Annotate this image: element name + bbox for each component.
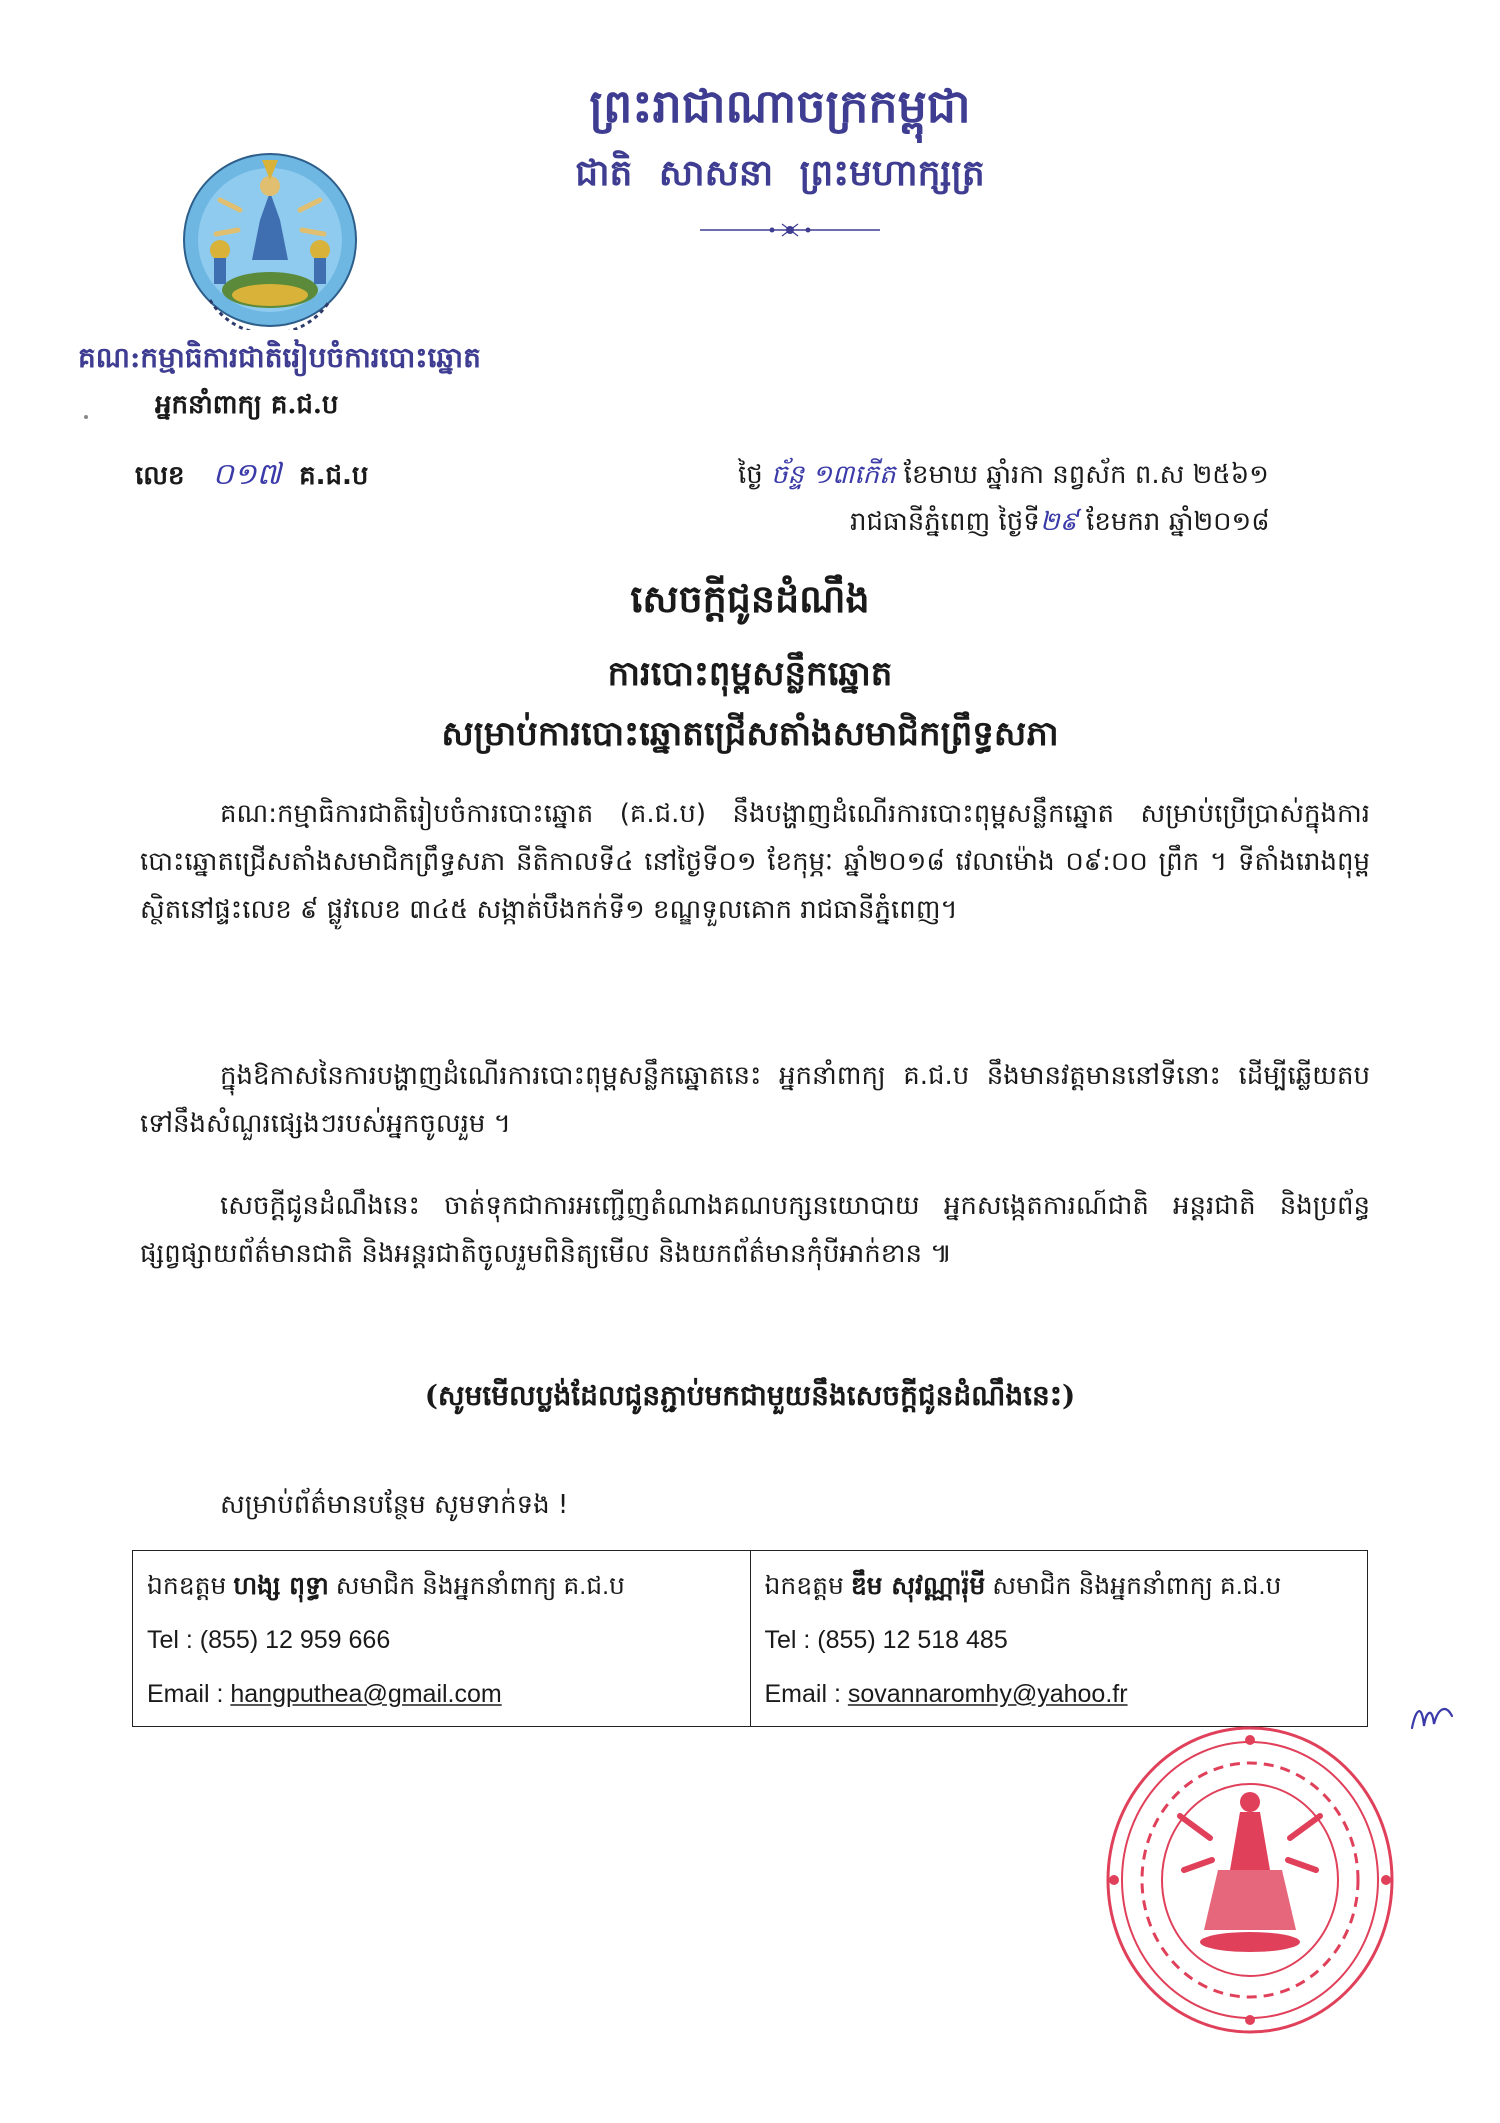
email-label: Email : [764, 1680, 848, 1708]
office-name: អ្នកនាំពាក្យ គ.ជ.ប [155, 390, 339, 420]
lunar-date-prefix: ថ្ងៃ [738, 460, 763, 490]
committee-name: គណ:កម្មាធិការជាតិរៀបចំការបោះឆ្នោត [78, 341, 481, 374]
body-paragraph-3: សេចក្តីជូនដំណឹងនេះ ចាត់ទុកជាការអញ្ជើញតំណាងគណបក្សនយោបាយ អ្នកសង្កេតការណ៍ជាតិ អន្តរជាតិ និងប្រព័ន្ធផ្សព្វផ្សាយព័ត៌មានជាតិ និងអន្តរជាតិចូលរួមពិនិត្យមើល និងយកព័ត៌មានកុំបីអាក់ខាន ៕ [140, 1191, 1370, 1269]
national-motto: ជាតិ សាសនា ព្រះមហាក្សត្រ [575, 152, 985, 194]
email-link[interactable]: sovannaromhy@yahoo.fr [847, 1680, 1128, 1708]
gregorian-date [850, 505, 1270, 543]
email-link[interactable]: hangputhea@gmail.com [230, 1680, 502, 1708]
contact-honorific: ឯកឧត្តម [147, 1572, 227, 1600]
gregorian-date-prefix: រាជធានីភ្នំពេញ ថ្ងៃទី [850, 507, 1040, 537]
ornament-divider-icon [700, 218, 880, 242]
contact-email-line [147, 1667, 736, 1721]
body-paragraph-2: ក្នុងឱកាសនៃការបង្ហាញដំណើរការបោះពុម្ពសន្លឹកឆ្នោតនេះ អ្នកនាំពាក្យ គ.ជ.ប នឹងមានវត្តមាននៅទីនោះ ដើម្បីឆ្លើយតបទៅនឹងសំណួរផ្សេងៗរបស់អ្នកចូលរួម ។ [140, 1061, 1370, 1139]
document-title: សេចក្តីជូនដំណឹង [630, 576, 870, 621]
gregorian-date-suffix: ខែមករា ឆ្នាំ២០១៨ [1086, 507, 1270, 537]
contact-honorific: ឯកឧត្តម [764, 1572, 844, 1600]
reference-suffix: គ.ជ.ប [299, 461, 369, 491]
reference-number-handwritten: ០១៧ [212, 457, 282, 492]
contact-card [750, 1551, 1368, 1726]
scan-speck [84, 415, 88, 419]
lunar-date-suffix: ខែមាឃ ឆ្នាំរកា នព្វស័ក ព.ស ២៥៦១ [903, 460, 1269, 490]
email-label: Email : [147, 1680, 231, 1708]
reference-number [135, 455, 368, 499]
contact-name: ហង្ស ពុទ្ធា [233, 1571, 329, 1600]
official-seal-icon [1100, 1720, 1400, 2040]
contact-tel: Tel : (855) 12 959 666 [147, 1626, 391, 1654]
contact-name: ឌឹម សុវណ្ណារ៉ុមី [850, 1571, 986, 1600]
contact-name-line [147, 1559, 736, 1613]
subtitle-line-2: សម្រាប់ការបោះឆ្នោតជ្រើសតាំងសមាជិកព្រឹទ្ធសភា [441, 714, 1059, 754]
body-paragraph-1: គណ:កម្មាធិការជាតិរៀបចំការបោះឆ្នោត (គ.ជ.ប) នឹងបង្ហាញដំណើរការបោះពុម្ពសន្លឹកឆ្នោត សម្រាប់ប្រើប្រាស់ក្នុងការបោះឆ្នោតជ្រើសតាំងសមាជិកព្រឹទ្ធសភា នីតិកាលទី៤ នៅថ្ងៃទី០១ ខែកុម្ភៈ ឆ្នាំ២០១៨ វេលាម៉ោង ០៩:០០ ព្រឹក ។ ទីតាំងរោងពុម្ពស្ថិតនៅផ្ទះលេខ ៩ ផ្លូវលេខ ៣៤៥ សង្កាត់បឹងកក់ទី១ ខណ្ឌទួលគោក រាជធានីភ្នំពេញ។ [140, 799, 1371, 925]
contacts-table [132, 1550, 1368, 1727]
lunar-date [738, 458, 1269, 496]
contact-role: សមាជិក និងអ្នកនាំពាក្យ គ.ជ.ប [992, 1572, 1282, 1600]
attachment-note: (សូមមើលប្លង់ដែលជូនភ្ជាប់មកជាមួយនឹងសេចក្តីជូនដំណឹងនេះ) [424, 1379, 1076, 1412]
subtitle-line-1: ការបោះពុម្ពសន្លឹកឆ្នោត [607, 654, 893, 694]
kingdom-heading: ព្រះរាជាណាចក្រកម្ពុជា [589, 79, 971, 133]
contact-card [133, 1551, 750, 1726]
contact-role: សមាជិក និងអ្នកនាំពាក្យ គ.ជ.ប [335, 1572, 625, 1600]
lunar-date-handwritten: ច័ន្ទ ១៣កើត [771, 460, 896, 490]
reference-label: លេខ [135, 461, 185, 491]
more-info-line: សម្រាប់ព័ត៌មានបន្ថែម សូមទាក់ទង ! [220, 1490, 569, 1520]
gregorian-date-handwritten: ២៩ [1039, 507, 1078, 537]
contact-name-line [765, 1559, 1354, 1613]
initial-signature-icon [1408, 1698, 1456, 1738]
contact-email-line [765, 1667, 1354, 1721]
nec-emblem-icon [180, 150, 360, 330]
contact-tel: Tel : (855) 12 518 485 [764, 1626, 1008, 1654]
